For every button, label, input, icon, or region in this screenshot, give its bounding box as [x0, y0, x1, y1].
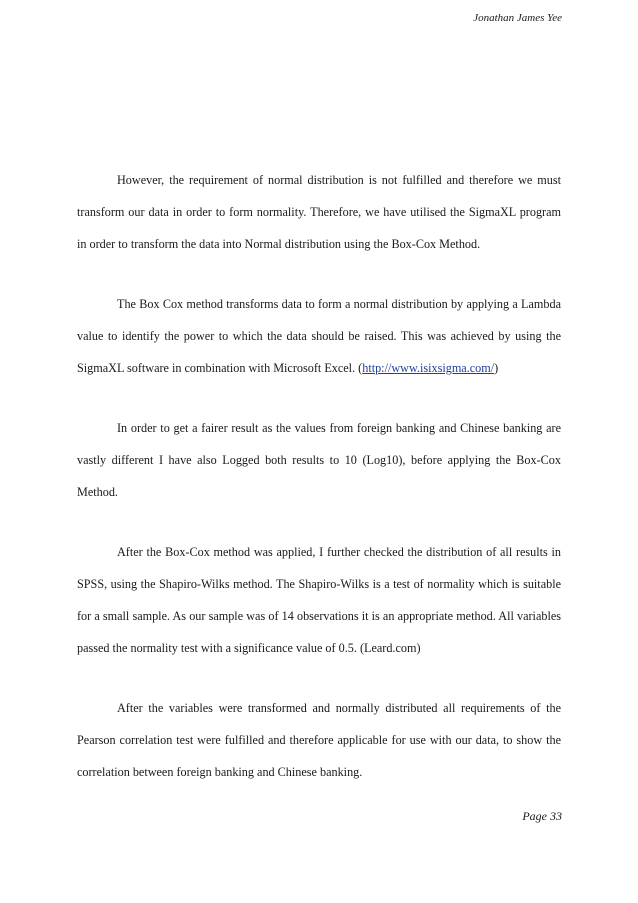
paragraph-shapiro-wilks: After the Box-Cox method was applied, I further checked the distribution of all results in SPSS, using the Shapiro-Wilks method. The Shapiro-Wilks is a test of normality which is suitable for a small sample. As our sample was of 14 observations it is an appropriate method. All variables passed the normality test with a significance value of 0.5. (Leard.com)	[77, 545, 561, 655]
isixsigma-link[interactable]: http://www.isixsigma.com/	[362, 361, 495, 375]
paragraph-log10: In order to get a fairer result as the values from foreign banking and Chinese banking are vastly different I have also Logged both results to 10 (Log10), before applying the Box-Cox Method.	[77, 421, 561, 499]
paragraph-text: The Box Cox method transforms data to form a normal distribution by applying a Lambda value to identify the power to which the data should be raised. This was achieved by using the SigmaXL software in combination with Microsoft Excel. (	[77, 297, 561, 375]
paragraph-box-cox-method	[77, 288, 561, 384]
page-number: Page 33	[522, 809, 562, 823]
document-body	[77, 164, 561, 788]
paragraph-text-end: )	[494, 361, 499, 375]
paragraph-box-cox-intro: However, the requirement of normal distribution is not fulfilled and therefore we must transform our data in order to form normality. Therefore, we have utilised the SigmaXL program in order to transform the data into Normal distribution using the Box-Cox Method.	[77, 173, 561, 251]
page-header-author: Jonathan James Yee	[473, 12, 562, 24]
paragraph-pearson: After the variables were transformed and normally distributed all requirements of the Pearson correlation test were fulfilled and therefore applicable for use with our data, to show the correlation between foreign banking and Chinese banking.	[77, 701, 561, 779]
